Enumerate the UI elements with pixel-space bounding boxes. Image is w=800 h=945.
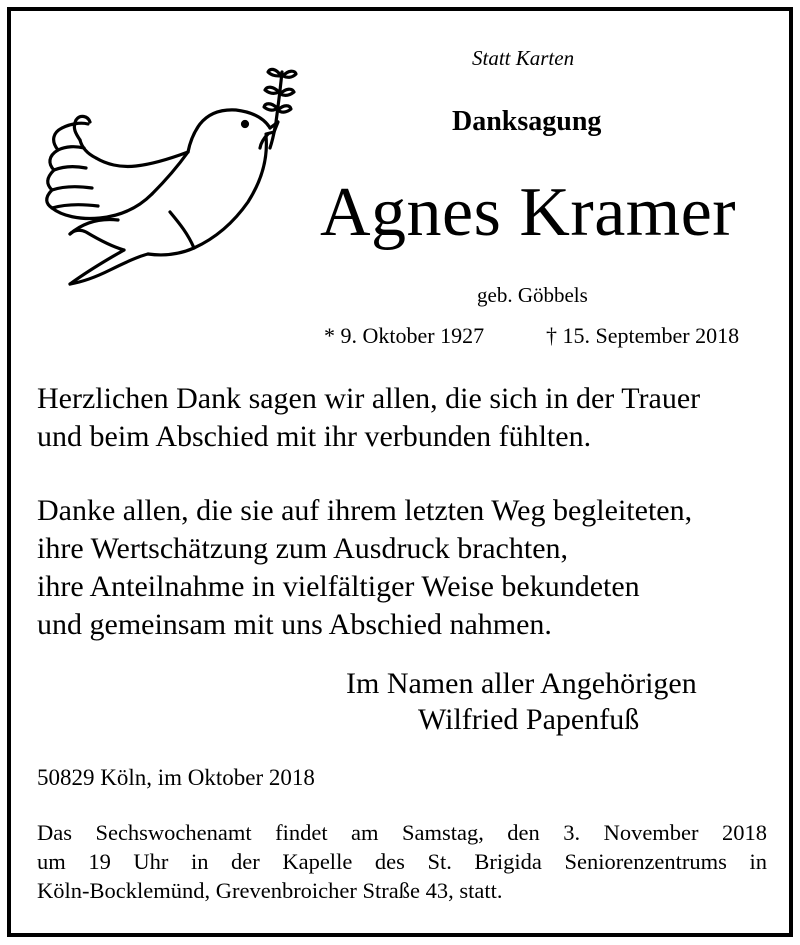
birth-date: * 9. Oktober 1927 (324, 323, 485, 348)
notice-line: um 19 Uhr in der Kapelle des St. Brigida Seniorenzentrums in (37, 849, 767, 874)
signature-line-1: Im Namen aller Angehörigen (346, 667, 697, 700)
maiden-name: geb. Göbbels (477, 283, 588, 307)
notice-line: Das Sechswochenamt findet am Samstag, den 3. November 2018 (37, 820, 767, 845)
paragraph-line: und gemeinsam mit uns Abschied nahmen. (37, 608, 552, 641)
paragraph-line: Danke allen, die sie auf ihrem letzten Weg begleiteten, (37, 494, 693, 527)
notice-line: Köln-Bocklemünd, Grevenbroicher Straße 43, statt. (37, 878, 503, 903)
statt-karten-note: Statt Karten (472, 46, 575, 70)
heading-danksagung: Danksagung (452, 106, 602, 137)
deceased-name: Agnes Kramer (320, 174, 737, 251)
paragraph-line: ihre Wertschätzung zum Ausdruck brachten, (37, 532, 569, 565)
thanks-paragraph-1 (37, 380, 700, 456)
mass-notice (37, 818, 767, 905)
paragraph-line: und beim Abschied mit ihr verbunden fühlten. (37, 420, 592, 453)
paragraph-line: Herzlichen Dank sagen wir allen, die sich in der Trauer (37, 382, 701, 415)
thanks-paragraph-2 (37, 492, 692, 644)
signature-name: Wilfried Papenfuß (418, 703, 640, 736)
place-date: 50829 Köln, im Oktober 2018 (37, 765, 315, 790)
death-date: † 15. September 2018 (546, 323, 740, 348)
paragraph-line: ihre Anteilnahme in vielfältiger Weise bekundeten (37, 570, 640, 603)
dove-with-olive-branch-icon (40, 62, 300, 302)
